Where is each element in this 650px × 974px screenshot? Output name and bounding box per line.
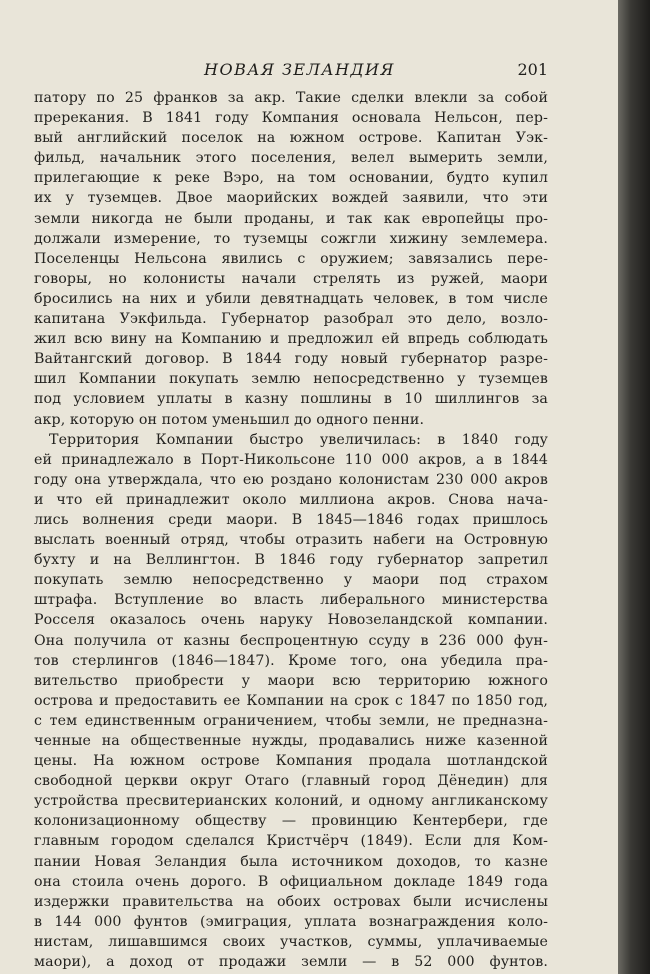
text-line: лись волнения среди маори. В 1845—1846 годах пришлось xyxy=(34,511,548,528)
text-line: Вайтангский договор. В 1844 году новый губернатор разре- xyxy=(34,351,548,368)
text-line-last: маори), а доход от продажи земли — в 52 000 фунтов. xyxy=(34,954,548,971)
page-edge-shadow xyxy=(618,0,650,974)
text-line: острова и предоставить ее Компании на срок с 1847 по 1850 год, xyxy=(34,692,548,709)
text-line: Поселенцы Нельсона явились с оружием; завязались пере- xyxy=(34,250,548,267)
text-line: под условием уплаты в казну пошлины в 10 шиллингов за xyxy=(34,391,548,408)
body-text xyxy=(34,88,548,972)
running-head: НОВАЯ ЗЕЛАНДИЯ xyxy=(204,60,395,79)
page-number: 201 xyxy=(517,60,548,79)
text-line: вительство приобрести у маори всю территорию южного xyxy=(34,672,548,689)
text-line: вый английский поселок на южном острове. Капитан Уэк- xyxy=(34,130,548,147)
text-line: издержки правительства на обоих островах были исчислены xyxy=(34,893,548,910)
text-line: и что ей принадлежит около миллиона акров. Снова нача- xyxy=(34,491,548,508)
text-line: покупать землю непосредственно у маори под страхом xyxy=(34,572,548,589)
text-line: патору по 25 франков за акр. Такие сделки влекли за собой xyxy=(34,90,548,106)
page-header xyxy=(34,60,548,84)
text-line: году она утверждала, что ею роздано колонистам 230 000 акров xyxy=(34,471,548,488)
text-line: нистам, лишавшимся своих участков, суммы, уплачиваемые xyxy=(34,933,548,950)
text-line: главным городом сделался Кристчёрч (1849). Если для Ком- xyxy=(34,833,548,850)
text-line: штрафа. Вступление во власть либерального министерства xyxy=(34,592,548,609)
text-line: с тем единственным ограничением, чтобы земли, не предназна- xyxy=(34,712,548,729)
text-line: говоры, но колонисты начали стрелять из ружей, маори xyxy=(34,270,548,287)
text-line: ченные на общественные нужды, продавались ниже казенной xyxy=(34,733,548,749)
text-line: земли никогда не были проданы, и так как европейцы про- xyxy=(34,210,548,227)
text-line: свободной церкви округ Отаго (главный город Дёнедин) для xyxy=(34,773,548,790)
text-line: должали измерение, то туземцы сожгли хижину землемера. xyxy=(34,230,548,247)
text-line: шил Компании покупать землю непосредственно у туземцев xyxy=(34,371,548,388)
text-line: колонизационному обществу — провинцию Кентербери, где xyxy=(34,813,548,830)
text-line: она стоила очень дорого. В официальном докладе 1849 года xyxy=(34,873,548,890)
text-line: выслать военный отряд, чтобы отразить набеги на Островную xyxy=(34,532,548,549)
text-line: бухту и на Веллингтон. В 1846 году губернатор запретил xyxy=(34,552,548,569)
text-line: прилегающие к реке Вэро, на том основании, будто купил xyxy=(34,170,548,187)
text-line: их у туземцев. Двое маорийских вождей заявили, что эти xyxy=(34,190,548,207)
text-line: цены. На южном острове Компания продала шотландской xyxy=(34,753,548,770)
text-line: Росселя оказалось очень наруку Новозеландской компании. xyxy=(34,612,548,629)
text-line: пании Новая Зеландия была источником доходов, то казне xyxy=(34,853,548,870)
text-line: жил всю вину на Компанию и предложил ей впредь соблюдать xyxy=(34,331,548,348)
text-line: устройства пресвитерианских колоний, и одному англиканскому xyxy=(34,793,548,810)
text-line: тов стерлингов (1846—1847). Кроме того, она убедила пра- xyxy=(34,652,548,669)
text-line: ей принадлежало в Порт-Никольсоне 110 000 акров, а в 1844 xyxy=(34,451,548,468)
text-line: бросились на них и убили девятнадцать человек, в том числе xyxy=(34,290,548,307)
text-line: Территория Компании быстро увеличилась: в 1840 году xyxy=(49,431,548,448)
paragraph-2 xyxy=(34,430,548,973)
text-line: в 144 000 фунтов (эмиграция, уплата вознаграждения коло- xyxy=(34,913,548,930)
text-line: пререкания. В 1841 году Компания основала Нельсон, пер- xyxy=(34,110,548,127)
text-line-last: акр, которую он потом уменьшил до одного пенни. xyxy=(34,411,425,428)
paragraph-1 xyxy=(34,88,548,430)
text-line: Она получила от казны беспроцентную ссуду в 236 000 фун- xyxy=(34,632,548,649)
text-line: фильд, начальник этого поселения, велел вымерить земли, xyxy=(34,150,548,167)
text-line: капитана Уэкфильда. Губернатор разобрал это дело, возло- xyxy=(34,311,548,328)
